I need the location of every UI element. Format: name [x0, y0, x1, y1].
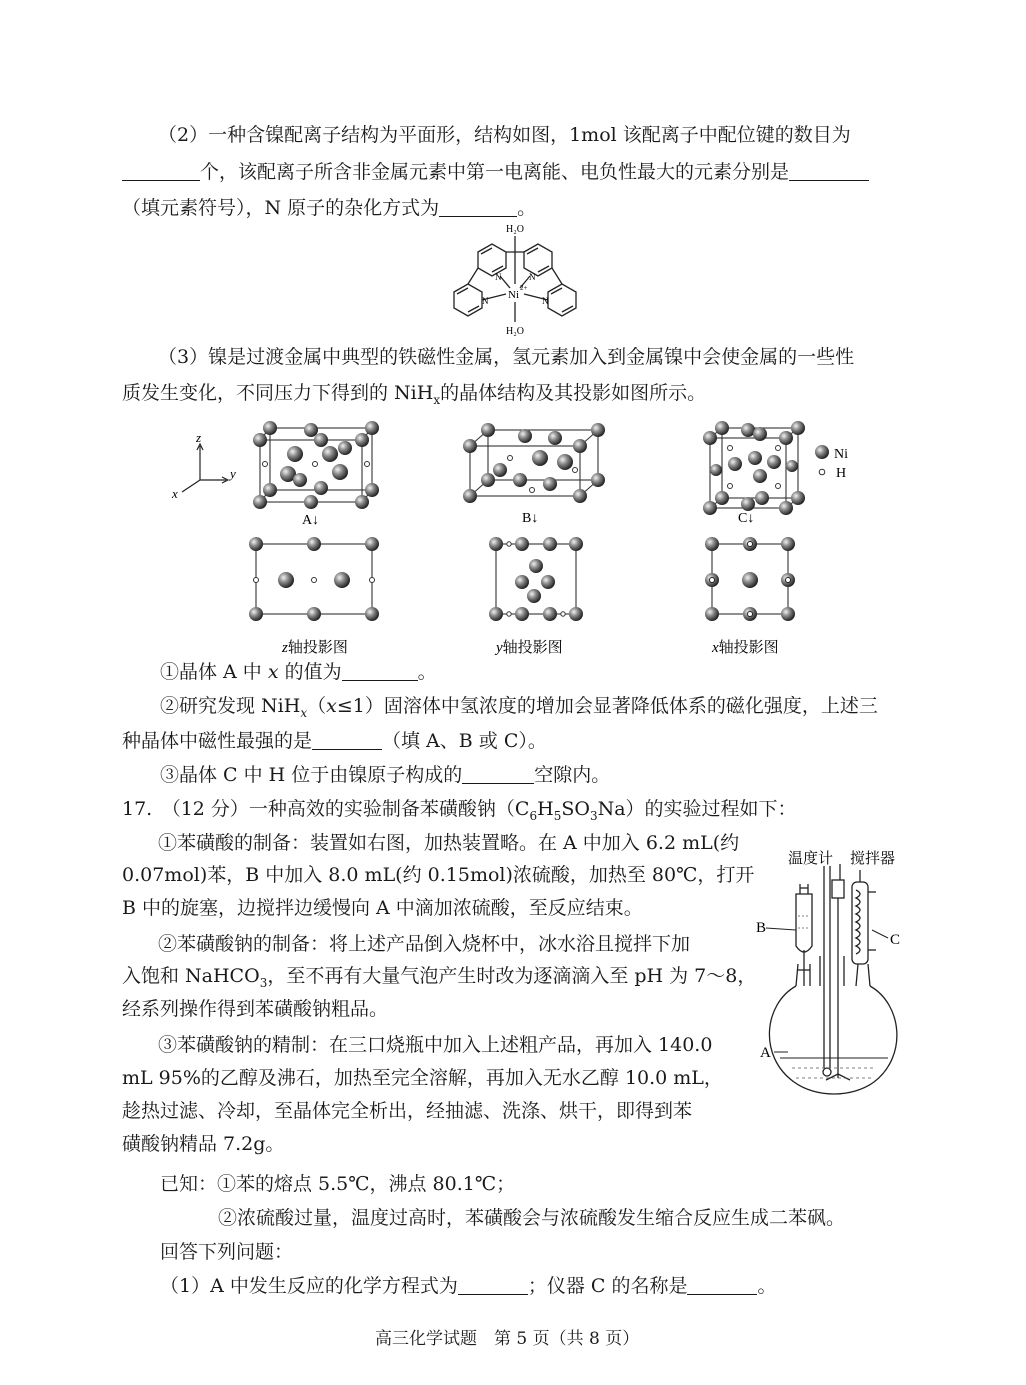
axis-z-label: z — [196, 430, 202, 445]
apparatus-figure — [752, 846, 922, 1108]
answer-blank-strongest-magnetism[interactable] — [312, 731, 382, 750]
q16-3-line1: （3）镍是过渡金属中典型的铁磁性金属，氢元素加入到金属镍中会使金属的一些性 — [158, 346, 855, 368]
answer-blank-coordination-bonds[interactable] — [122, 162, 200, 181]
complex-top-ligand: H₂O — [506, 224, 524, 235]
label-a: A↓ — [302, 513, 320, 528]
legend-h: H — [836, 466, 847, 481]
nih-subscript: x — [433, 392, 441, 407]
q16-3-line2 — [122, 381, 706, 412]
sub-question-2-line2: 种晶体中磁性最强的是 （填 A、B 或 C）。 — [122, 730, 547, 752]
page-footer: 高三化学试题 第 5 页（共 8 页） — [375, 1329, 640, 1349]
q17-known-1: 已知：①苯的熔点 5.5℃，沸点 80.1℃； — [160, 1173, 516, 1195]
q17-p1-line1: ①苯磺酸的制备：装置如右图，加热装置略。在 A 中加入 6.2 mL(约 — [158, 832, 740, 854]
q16-3-line2-text: 质发生变化，不同压力下得到的 NiH — [122, 382, 434, 404]
q16-2-line3 — [122, 196, 536, 220]
q17-heading: 17. （12 分）一种高效的实验制备苯磺酸钠$(C_6H_5SO_3Na)$的实验过程如下： — [122, 798, 797, 823]
q17-known-2: ②浓硫酸过量，温度过高时，苯磺酸会与浓硫酸发生缩合反应生成二苯砜。 — [218, 1207, 846, 1229]
q16-2-line1: （2）一种含镍配离子结构为平面形，结构如图，1mol 该配离子中配位键的数目为 — [158, 124, 851, 146]
answer-blank-equation[interactable] — [458, 1276, 528, 1295]
caption-y-projection: y轴投影图 — [496, 640, 563, 656]
axis-y-label: y — [230, 466, 236, 481]
complex-n-atom-2: N — [529, 272, 536, 282]
label-thermometer: 温度计 — [788, 849, 834, 867]
caption-z-projection: z轴投影图 — [282, 640, 348, 656]
label-funnel-b: B — [756, 920, 767, 936]
caption-x-projection: x轴投影图 — [712, 640, 779, 656]
complex-metal-label: Ni — [508, 289, 519, 301]
legend-ni: Ni — [834, 447, 848, 462]
nickel-complex-figure — [440, 222, 590, 340]
crystal-structure-figure — [170, 418, 870, 658]
answer-blank-elements[interactable] — [789, 162, 869, 181]
q16-3-line2-text-b: 的晶体结构及其投影如图所示。 — [440, 382, 707, 404]
q16-2-line3-text: （填元素符号），N 原子的杂化方式为 — [122, 197, 440, 219]
q17-p2-line2: 入饱和 NaHCO$_3$，至不再有大量气泡产生时改为逐滴滴入至 pH 为 7～8， — [122, 965, 757, 990]
q16-2-line3-end: 。 — [517, 197, 537, 219]
q17-p1-line2: 0.07mol)苯，B 中加入 8.0 mL(约 0.15mol)浓硫酸，加热至 80℃，打开 — [122, 864, 755, 886]
sub-question-3: ③晶体 C 中 H 位于由镍原子构成的 空隙内。 — [160, 764, 611, 786]
q17-p3-line4: 磺酸钠精品 7.2g。 — [122, 1133, 285, 1155]
label-b: B↓ — [522, 511, 539, 526]
q17-p2-line1: ②苯磺酸钠的制备：将上述产品倒入烧杯中，冰水浴且搅拌下加 — [158, 933, 691, 955]
q17-question-1: （1）A 中发生反应的化学方程式为 ；仪器 C 的名称是 。 — [160, 1275, 777, 1297]
q16-2-line2 — [122, 160, 869, 184]
complex-n-atom-4: N — [542, 296, 549, 306]
complex-charge-label: 2+ — [520, 284, 528, 292]
legend-h-dot — [819, 469, 825, 475]
answer-blank-void-type[interactable] — [462, 765, 534, 784]
q16-2-line2-text: 个，该配离子所含非金属元素中第一电离能、电负性最大的元素分别是 — [200, 161, 790, 183]
complex-bottom-ligand: H₂O — [506, 326, 524, 337]
q17-p2-line3: 经系列操作得到苯磺酸钠粗品。 — [122, 998, 389, 1020]
axis-x-label: x — [172, 486, 178, 501]
legend-ni-ball — [815, 445, 829, 459]
sub-question-2-line1: ②研究发现 NiH$_x$（x≤1）固溶体中氢浓度的增加会显著降低体系的磁化强度，上述三 — [160, 695, 878, 720]
q17-p1-line3: B 中的旋塞，边搅拌边缓慢向 A 中滴加浓硫酸，至反应结束。 — [122, 897, 643, 919]
label-condenser-c: C — [890, 932, 901, 948]
q17-answer-heading: 回答下列问题： — [160, 1241, 294, 1263]
answer-blank-hybridization[interactable] — [439, 198, 517, 217]
complex-n-atom-3: N — [482, 296, 489, 306]
q17-p3-line3: 趁热过滤、冷却，至晶体完全析出，经抽滤、洗涤、烘干，即得到苯 — [122, 1100, 693, 1122]
sub-question-1: ①晶体 A 中 x 的值为 。 — [160, 661, 437, 683]
q17-p3-line2: mL 95%的乙醇及沸石，加热至完全溶解，再加入无水乙醇 10.0 mL， — [122, 1067, 723, 1089]
label-c: C↓ — [738, 511, 755, 526]
label-stirrer: 搅拌器 — [850, 849, 896, 867]
answer-blank-x-value[interactable] — [342, 662, 418, 681]
q17-p3-line1: ③苯磺酸钠的精制：在三口烧瓶中加入上述粗产品，再加入 140.0 — [158, 1034, 713, 1056]
answer-blank-instrument-name[interactable] — [687, 1276, 757, 1295]
complex-n-atom-1: N — [495, 272, 502, 282]
label-flask-a: A — [760, 1045, 771, 1061]
